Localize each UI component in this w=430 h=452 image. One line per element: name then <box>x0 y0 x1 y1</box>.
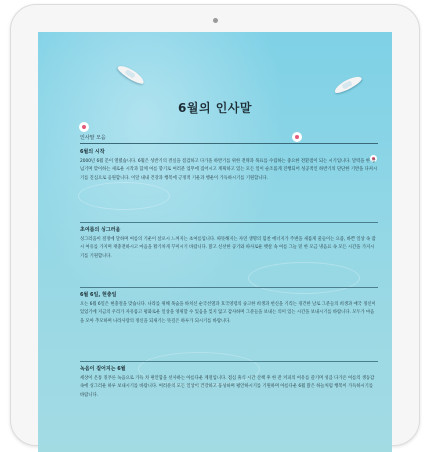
category-label: 인사말 모음 <box>80 135 106 141</box>
water-ripple <box>248 262 360 294</box>
tablet-frame <box>10 4 420 446</box>
section-body: 2000년 6월 문이 열렸습니다. 6월은 성반기의 결실을 점검하고 다가올 하반기를 위한 전략과 목표를 수립하는 중요한 전환점이 되는 시기입니다. 달력을 한 장 넘기며 맞이하는 새로운 시작과 함께 여름 향기로 여러분 업무에 집어시고 계획하고 있는 모든 일이 순조롭게 진행되어 성공적인 하반기의 단단한 기반을 다져시기를 진심으로 응원합니다. 이달 내내 건강과 행복에 긍정적 기운과 행운이 가득하시기를 기원합니다. <box>80 159 378 181</box>
water-ripple <box>78 182 170 210</box>
greeting-section <box>80 365 378 400</box>
section-body: 싱그러움이 절정에 달하며 여름의 기운이 살포시 느껴지는 초여름입니다. 따뜻해지는 자연 생명의 힘찬 에너지가 주변을 새롭게 물들이는 요즘, 바쁜 일상 속 잠시 여유를 가지며 재충전하시고 마음을 활기차게 꾸미시기 바랍니다. 맑고 신선한 공기와 따사로운 햇살 속 여름 그늘 밑 한 모금 냉음료 속 모든 시간을 가지시기를 기원합니다. <box>80 237 376 259</box>
screen <box>38 32 392 452</box>
swim-ring-icon <box>79 122 89 132</box>
category-divider <box>80 143 378 144</box>
boat-icon <box>333 73 364 95</box>
section-divider <box>80 361 378 362</box>
section-body: 세상이 온통 짙푸른 녹음으로 가득 차 편안함을 선사하는 아름다운 계절입니다. 점심 휴식 시간 산책 후 한 잔 커피의 여유를 즐기며 성큼 다가온 여름의 생동감 속에 싱그러운 하루 보내시기를 바랍니다. 여러분의 모든 일상이 건강하고 풍성하며 평안하시기를 기원하며 아름다운 6월 맑은 하늘처럼 행복이 가득하시기를 바랍니다. <box>80 376 375 398</box>
swim-ring-icon <box>292 132 302 142</box>
greeting-section <box>80 226 378 261</box>
page-title: 6월의 인사말 <box>178 101 252 115</box>
section-title: 초여름의 싱그러움 <box>80 227 121 233</box>
camera-dot <box>213 18 218 23</box>
boat-icon <box>116 63 146 87</box>
section-body: 오는 6월 6일은 현충절을 맞습니다. 나라를 위해 목숨을 바치신 순국선열과 호국영령의 숭고한 희생과 헌신을 기리는 경건한 날로 그분들의 희생과 애국 정신이 있었기에 지금의 우리가 자유롭고 평화로운 일상을 영위할 수 있음을 잊지 않고 감사하며 그분들을 보내는 의미 있는 시간을 보내시기를 바랍니다. 모두가 마음을 모아 추모하며 나라사랑의 정신을 되새기는 뜻깊은 하루가 되시기를 바랍니다. <box>80 302 376 324</box>
section-divider <box>80 287 378 288</box>
section-divider <box>80 222 378 223</box>
section-title: 녹음이 짙어지는 6월 <box>80 366 126 372</box>
section-title: 6월의 시작 <box>80 149 105 155</box>
greeting-section <box>80 291 378 326</box>
greeting-section <box>80 148 378 183</box>
section-title: 6월 6일, 현충일 <box>80 292 117 298</box>
